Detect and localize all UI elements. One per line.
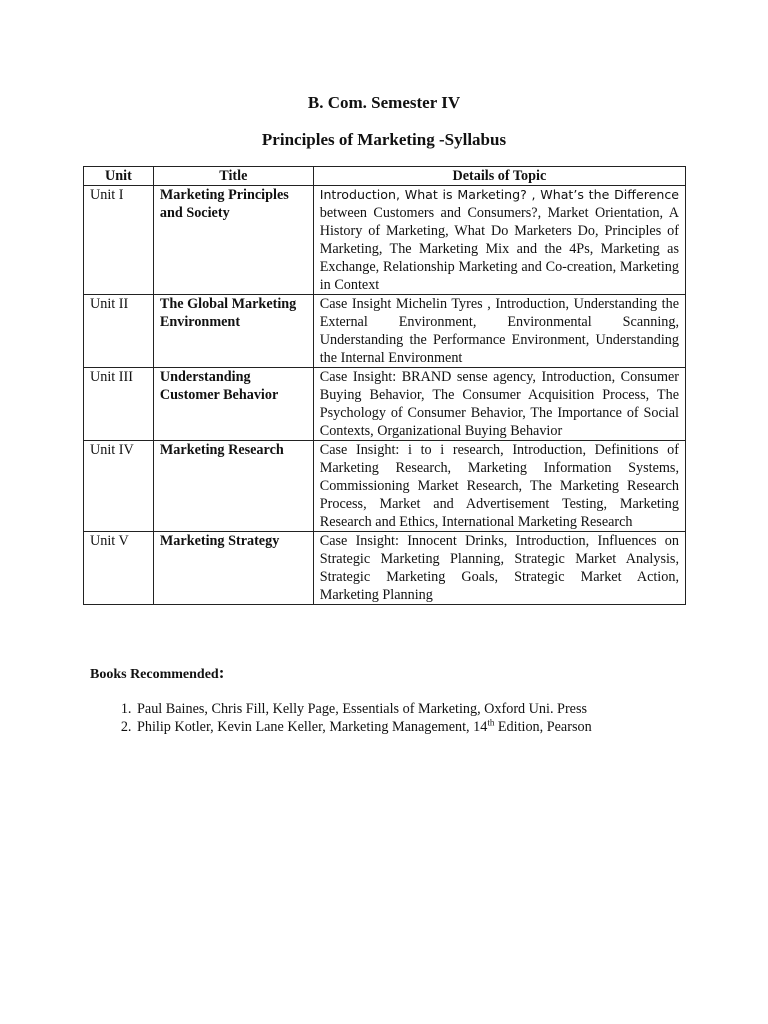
book-text: Philip Kotler, Kevin Lane Keller, Marketing Management, 14 xyxy=(137,719,488,735)
details-cell: Case Insight: BRAND sense agency, Introduction, Consumer Buying Behavior, The Consumer Acquisition Process, The Psychology of Consumer Behavior, The Importance of Social Contexts, Organizational Buying Behavior xyxy=(313,368,685,441)
table-row xyxy=(84,186,686,295)
book-text-end: Edition, Pearson xyxy=(494,719,592,735)
title-cell: Marketing Strategy xyxy=(153,532,313,605)
books-list xyxy=(90,700,592,736)
title-cell: Marketing Principles and Society xyxy=(153,186,313,295)
details-cell: Case Insight: Innocent Drinks, Introduction, Influences on Strategic Marketing Planning, Strategic Market Analysis, Strategic Marketing Goals, Strategic Market Action, Marketing Planning xyxy=(313,532,685,605)
column-header-title: Title xyxy=(153,167,313,186)
title-cell: Understanding Customer Behavior xyxy=(153,368,313,441)
details-cell xyxy=(313,186,685,295)
books-heading-text: Books Recommended xyxy=(90,667,219,682)
book-text: Paul Baines, Chris Fill, Kelly Page, Essentials of Marketing, Oxford Uni. Press xyxy=(137,701,588,717)
table-row xyxy=(84,368,686,441)
column-header-details: Details of Topic xyxy=(313,167,685,186)
unit-cell: Unit III xyxy=(84,368,154,441)
details-text-intro: Introduction, What is Marketing? , What’s the Difference xyxy=(319,187,679,202)
title-cell: Marketing Research xyxy=(153,441,313,532)
details-cell: Case Insight Michelin Tyres , Introduction, Understanding the External Environment, Environmental Scanning, Understanding the Performance Environment, Understanding the Internal Environment xyxy=(313,295,685,368)
list-item xyxy=(135,700,592,718)
page-title: B. Com. Semester IV xyxy=(307,93,461,112)
table-row xyxy=(84,441,686,532)
table-row xyxy=(84,295,686,368)
unit-cell: Unit I xyxy=(84,186,154,295)
unit-cell: Unit IV xyxy=(84,441,154,532)
page-subtitle: Principles of Marketing -Syllabus xyxy=(261,130,507,149)
table-header-row xyxy=(84,167,686,186)
books-recommended-heading xyxy=(90,663,224,683)
unit-cell: Unit II xyxy=(84,295,154,368)
list-item xyxy=(135,718,592,736)
edition-superscript: th xyxy=(487,717,495,728)
title-cell: The Global Marketing Environment xyxy=(153,295,313,368)
table-row xyxy=(84,532,686,605)
syllabus-table xyxy=(83,166,686,605)
details-cell: Case Insight: i to i research, Introduction, Definitions of Marketing Research, Marketing Information Systems, Commissioning Market Research, The Marketing Research Process, Market and Advertisement Testing, Marketing Research and Ethics, International Marketing Research xyxy=(313,441,685,532)
unit-cell: Unit V xyxy=(84,532,154,605)
details-text: between Customers and Consumers?, Market Orientation, A History of Marketing, What Do Marketers Do, Principles of Marketing, The Marketing Mix and the 4Ps, Marketing as Exchange, Relationship Marketing and Co-creation, Marketing in Context xyxy=(319,205,679,293)
column-header-unit: Unit xyxy=(84,167,154,186)
books-heading-colon: : xyxy=(218,663,225,682)
